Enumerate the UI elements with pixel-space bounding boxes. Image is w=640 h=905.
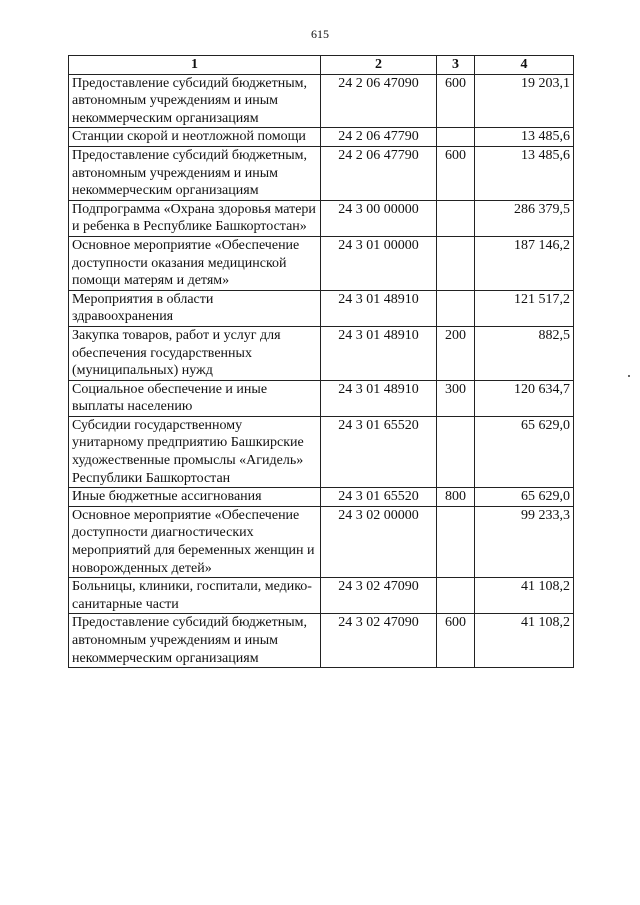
row-expense-type: 600 [437,74,475,128]
row-amount: 41 108,2 [475,614,574,668]
table-row [69,326,574,380]
table-row [69,614,574,668]
row-expense-type [437,200,475,236]
table-row [69,200,574,236]
row-expense-type [437,578,475,614]
row-amount: 65 629,0 [475,488,574,507]
row-code: 24 3 01 48910 [321,326,437,380]
row-name: Подпрограмма «Охрана здоровья матери и ребенка в Республике Башкортостан» [69,200,321,236]
row-code: 24 3 02 00000 [321,506,437,577]
table-row [69,236,574,290]
table-row [69,128,574,147]
row-expense-type: 600 [437,146,475,200]
row-amount: 286 379,5 [475,200,574,236]
table-row [69,416,574,487]
scan-speck [628,375,630,377]
row-expense-type [437,236,475,290]
row-name: Закупка товаров, работ и услуг для обеспечения государственных (муниципальных) нужд [69,326,321,380]
row-amount: 121 517,2 [475,290,574,326]
row-amount: 882,5 [475,326,574,380]
row-expense-type [437,128,475,147]
row-expense-type [437,416,475,487]
table-row [69,74,574,128]
table-row [69,488,574,507]
row-expense-type: 800 [437,488,475,507]
row-name: Предоставление субсидий бюджетным, автономным учреждениям и иным некоммерческим организациям [69,614,321,668]
row-name: Социальное обеспечение и иные выплаты населению [69,380,321,416]
budget-table [68,55,574,668]
row-amount: 13 485,6 [475,128,574,147]
row-name: Предоставление субсидий бюджетным, автономным учреждениям и иным некоммерческим организациям [69,146,321,200]
row-code: 24 2 06 47790 [321,146,437,200]
row-amount: 65 629,0 [475,416,574,487]
row-code: 24 3 00 00000 [321,200,437,236]
row-code: 24 3 02 47090 [321,578,437,614]
row-amount: 99 233,3 [475,506,574,577]
row-code: 24 3 01 65520 [321,488,437,507]
row-code: 24 3 01 65520 [321,416,437,487]
table-row [69,146,574,200]
row-name: Больницы, клиники, госпитали, медико-санитарные части [69,578,321,614]
table-row [69,290,574,326]
row-code: 24 3 02 47090 [321,614,437,668]
row-expense-type [437,506,475,577]
table-row [69,578,574,614]
row-name: Мероприятия в области здравоохранения [69,290,321,326]
row-code: 24 3 01 48910 [321,290,437,326]
row-amount: 187 146,2 [475,236,574,290]
row-code: 24 3 01 48910 [321,380,437,416]
row-expense-type: 200 [437,326,475,380]
header-col-2: 2 [321,56,437,75]
row-expense-type: 300 [437,380,475,416]
row-amount: 13 485,6 [475,146,574,200]
header-col-4: 4 [475,56,574,75]
page-number: 615 [311,27,329,41]
row-amount: 19 203,1 [475,74,574,128]
header-col-3: 3 [437,56,475,75]
row-name: Основное мероприятие «Обеспечение доступности диагностических мероприятий для беременных женщин и новорожденных детей» [69,506,321,577]
row-name: Предоставление субсидий бюджетным, автономным учреждениям и иным некоммерческим организациям [69,74,321,128]
row-expense-type [437,290,475,326]
row-name: Иные бюджетные ассигнования [69,488,321,507]
row-code: 24 2 06 47790 [321,128,437,147]
row-expense-type: 600 [437,614,475,668]
table-row [69,506,574,577]
row-name: Станции скорой и неотложной помощи [69,128,321,147]
row-name: Основное мероприятие «Обеспечение доступности оказания медицинской помощи матерям и детям» [69,236,321,290]
row-amount: 41 108,2 [475,578,574,614]
row-name: Субсидии государственному унитарному предприятию Башкирские художественные промыслы «Агидель» Республики Башкортостан [69,416,321,487]
row-code: 24 2 06 47090 [321,74,437,128]
header-col-1: 1 [69,56,321,75]
header-row [69,56,574,75]
row-amount: 120 634,7 [475,380,574,416]
table-row [69,380,574,416]
row-code: 24 3 01 00000 [321,236,437,290]
